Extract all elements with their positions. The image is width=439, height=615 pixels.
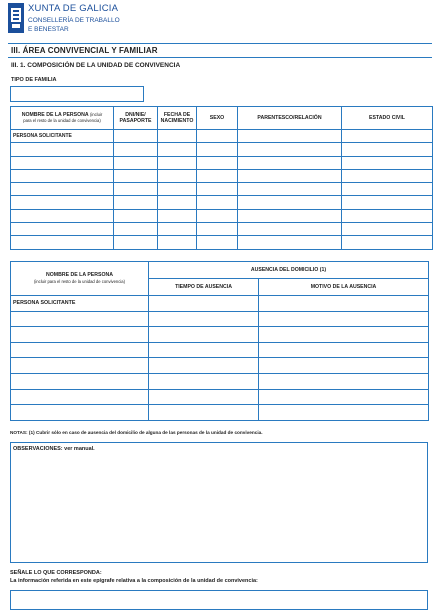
table-header-row <box>11 107 433 130</box>
persona-solicitante-cell[interactable]: PERSONA SOLICITANTE <box>11 296 149 312</box>
table-cell[interactable] <box>11 143 114 156</box>
table-cell[interactable] <box>149 311 259 327</box>
col-dni-header <box>114 107 158 130</box>
table-cell[interactable] <box>114 236 158 249</box>
subsection-title: III. 1. COMPOSICIÓN DE LA UNIDAD DE CONVIVENCIA <box>11 62 181 69</box>
table-cell[interactable] <box>259 373 429 389</box>
xunta-logo-icon <box>8 3 24 33</box>
table-cell[interactable] <box>11 196 114 209</box>
table-cell[interactable] <box>11 236 114 249</box>
table-cell[interactable] <box>149 342 259 358</box>
table-cell[interactable] <box>238 169 342 182</box>
table-cell[interactable] <box>149 358 259 374</box>
senale-label: SEÑALE LO QUE CORRESPONDA: <box>10 570 102 576</box>
table-cell[interactable] <box>197 143 238 156</box>
col-nombre-label: NOMBRE DE LA PERSONA <box>46 272 113 278</box>
table-cell[interactable] <box>11 358 149 374</box>
tipo-familia-label: TIPO DE FAMILIA <box>11 77 57 83</box>
observaciones-label: OBSERVACIONES: ver manual. <box>13 446 95 452</box>
table-cell[interactable] <box>342 209 433 222</box>
col-nombre-note: (incluir para el resto de la unidad de convivencia) <box>33 278 125 284</box>
table-row <box>11 342 429 358</box>
table-cell[interactable] <box>158 223 197 236</box>
table-cell[interactable] <box>158 156 197 169</box>
table-cell[interactable] <box>342 156 433 169</box>
col-dni-line1: DNI/NIE/ <box>125 111 146 118</box>
info-field[interactable] <box>10 590 428 610</box>
table-row <box>11 358 429 374</box>
table-cell[interactable] <box>259 296 429 312</box>
col-estado-civil-header: ESTADO CIVIL <box>342 107 433 130</box>
tipo-familia-field[interactable] <box>10 86 144 102</box>
table-cell[interactable] <box>259 389 429 405</box>
table-row <box>11 311 429 327</box>
table-row <box>11 169 433 182</box>
table-cell[interactable] <box>11 169 114 182</box>
col-tiempo-header: TIEMPO DE AUSENCIA <box>149 279 259 296</box>
table-cell[interactable] <box>11 183 114 196</box>
table-cell[interactable] <box>158 236 197 249</box>
table-row <box>11 183 433 196</box>
table-row <box>11 156 433 169</box>
col-parentesco-header: PARENTESCO/RELACIÓN <box>238 107 342 130</box>
col-fecha-header <box>158 107 197 130</box>
table-cell[interactable] <box>259 327 429 343</box>
table-cell[interactable] <box>114 209 158 222</box>
col-fecha-line2: NACIMIENTO <box>160 118 194 124</box>
table-cell[interactable] <box>11 373 149 389</box>
table-row <box>11 196 433 209</box>
table-cell[interactable] <box>11 389 149 405</box>
table-row <box>11 373 429 389</box>
table-cell[interactable] <box>114 156 158 169</box>
table-cell[interactable] <box>11 156 114 169</box>
col-motivo-header: MOTIVO DE LA AUSENCIA <box>259 279 429 296</box>
table-cell[interactable] <box>238 130 342 143</box>
col-nombre-note-inline: (incluir <box>89 111 103 117</box>
table-cell[interactable] <box>238 143 342 156</box>
table-cell[interactable] <box>114 130 158 143</box>
notes-text: NOTAS: (1) Cubrir sólo en caso de ausencia del domicilio de alguna de las personas de la unidad de convivencia. <box>10 430 263 435</box>
table-cell[interactable] <box>238 236 342 249</box>
col-dni-line2: PASAPORTE <box>119 118 152 124</box>
table-cell[interactable] <box>238 196 342 209</box>
table-cell[interactable] <box>114 183 158 196</box>
section-title: III. ÁREA CONVIVENCIAL Y FAMILIAR <box>11 46 158 55</box>
table-cell[interactable] <box>342 223 433 236</box>
table-cell[interactable] <box>197 130 238 143</box>
table-cell[interactable] <box>259 358 429 374</box>
table-row <box>11 223 433 236</box>
table-row <box>11 296 429 312</box>
table-row <box>11 209 433 222</box>
table-row <box>11 327 429 343</box>
col-nombre-header <box>11 262 149 296</box>
header <box>8 3 208 39</box>
table-cell[interactable] <box>11 327 149 343</box>
table-cell[interactable] <box>342 183 433 196</box>
table-cell[interactable] <box>11 209 114 222</box>
table-cell[interactable] <box>149 296 259 312</box>
table-cell[interactable] <box>158 209 197 222</box>
persona-solicitante-cell[interactable]: PERSONA SOLICITANTE <box>11 130 114 143</box>
table-cell[interactable] <box>197 223 238 236</box>
col-fecha-line1: FECHA DE <box>163 111 191 118</box>
table-cell[interactable] <box>197 196 238 209</box>
table-cell[interactable] <box>114 196 158 209</box>
table-cell[interactable] <box>158 196 197 209</box>
table-cell[interactable] <box>149 405 259 421</box>
table-cell[interactable] <box>342 169 433 182</box>
table-cell[interactable] <box>11 405 149 421</box>
header-divider <box>8 43 432 44</box>
department-line-2: E BENESTAR <box>28 26 69 33</box>
table-cell[interactable] <box>342 236 433 249</box>
col-sexo-header: SEXO <box>197 107 238 130</box>
table-header-row <box>11 262 429 279</box>
table-cell[interactable] <box>238 223 342 236</box>
table-cell[interactable] <box>11 342 149 358</box>
table-cell[interactable] <box>259 342 429 358</box>
table-cell[interactable] <box>342 196 433 209</box>
table-cell[interactable] <box>259 405 429 421</box>
col-nombre-note: para el resto de la unidad de convivencia) <box>23 118 101 123</box>
col-nombre-header <box>11 107 114 130</box>
ausencia-header: AUSENCIA DEL DOMICILIO (1) <box>149 262 429 279</box>
table-cell[interactable] <box>197 156 238 169</box>
table-cell[interactable] <box>158 183 197 196</box>
table-cell[interactable] <box>197 209 238 222</box>
table-row <box>11 389 429 405</box>
observaciones-field[interactable] <box>10 442 428 563</box>
table-row <box>11 130 433 143</box>
table-cell[interactable] <box>342 130 433 143</box>
household-members-table <box>10 106 433 250</box>
table-cell[interactable] <box>149 389 259 405</box>
table-cell[interactable] <box>114 169 158 182</box>
table-cell[interactable] <box>11 311 149 327</box>
table-cell[interactable] <box>342 143 433 156</box>
table-cell[interactable] <box>238 209 342 222</box>
table-row <box>11 236 433 249</box>
table-cell[interactable] <box>149 327 259 343</box>
table-cell[interactable] <box>158 130 197 143</box>
col-nombre-label: NOMBRE DE LA PERSONA <box>21 111 89 118</box>
table-row <box>11 143 433 156</box>
table-cell[interactable] <box>259 311 429 327</box>
table-cell[interactable] <box>158 169 197 182</box>
department-line-1: CONSELLERÍA DE TRABALLO <box>28 17 120 24</box>
table-cell[interactable] <box>197 236 238 249</box>
table-cell[interactable] <box>114 223 158 236</box>
info-text: La información referida en este epígrafe relativa a la composición de la unidad de convivencia: <box>10 578 258 584</box>
org-name: XUNTA DE GALICIA <box>28 3 119 14</box>
table-cell[interactable] <box>238 183 342 196</box>
table-cell[interactable] <box>114 143 158 156</box>
table-cell[interactable] <box>238 156 342 169</box>
table-cell[interactable] <box>158 143 197 156</box>
absence-table <box>10 261 429 421</box>
table-cell[interactable] <box>11 223 114 236</box>
table-row <box>11 405 429 421</box>
table-cell[interactable] <box>197 183 238 196</box>
table-cell[interactable] <box>197 169 238 182</box>
section-divider <box>8 57 432 58</box>
table-cell[interactable] <box>149 373 259 389</box>
